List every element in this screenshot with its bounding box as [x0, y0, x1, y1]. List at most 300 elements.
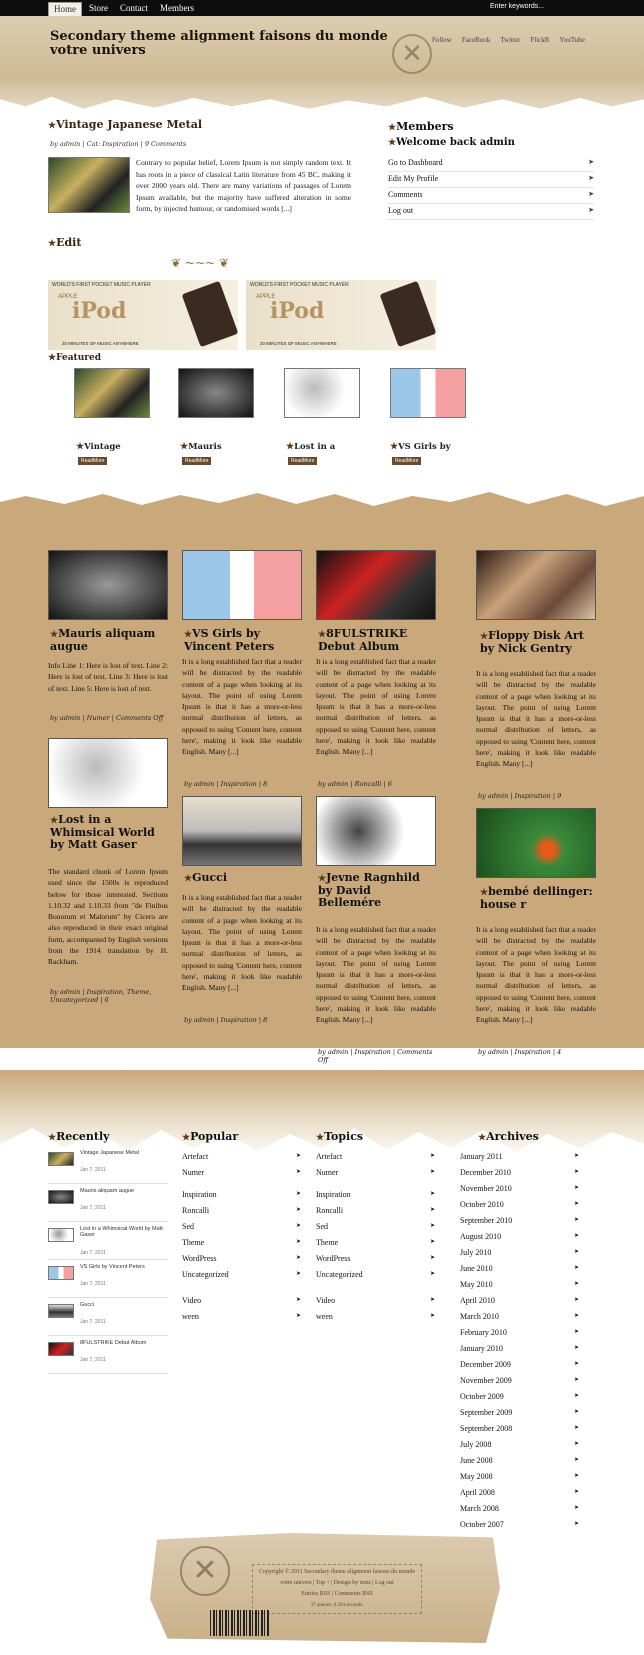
archives-title-text: Archives: [486, 1130, 539, 1143]
recent-title[interactable]: Lost in a Whimsical World by Matt Gaser: [80, 1226, 163, 1238]
ipod-brand: APPLE: [58, 294, 78, 300]
social-links: [432, 36, 585, 44]
social-facebook[interactable]: FaceBook: [461, 36, 491, 44]
arrow-icon: ➤: [296, 1271, 302, 1277]
read-more-button[interactable]: ReadMore: [288, 457, 317, 465]
site-title[interactable]: Secondary theme alignment faisons du monde votre univers: [50, 29, 388, 58]
popular-link[interactable]: [182, 1190, 302, 1199]
topic-label[interactable]: Numer: [316, 1168, 339, 1177]
archive-link[interactable]: [460, 1424, 580, 1433]
recently-title: [48, 1130, 110, 1143]
grid-text-2: It is a long established fact that a reader will be distracted by the readable content of a page when looking at its layout. The point of using Lorem Ipsum is that it has a more-or-less normal distribution of letters, as opposed to using 'Content here, content here', making it look like readable English. Many [...]: [182, 657, 302, 757]
social-follow[interactable]: Follow: [432, 36, 452, 44]
popular-label[interactable]: Sed: [182, 1222, 194, 1231]
stats-text: 37 queries. 0.294 seconds.: [310, 1603, 364, 1608]
archive-link[interactable]: [460, 1376, 580, 1385]
arrow-icon: ➤: [574, 1441, 580, 1447]
recently-title-text: Recently: [56, 1130, 110, 1143]
archive-label[interactable]: December 2010: [460, 1168, 511, 1177]
grid-meta-6: by admin | Inspiration | 8: [184, 1016, 268, 1024]
topic-label[interactable]: ween: [316, 1312, 333, 1321]
archive-label[interactable]: November 2009: [460, 1376, 512, 1385]
welcome-text-value: Welcome back admin: [396, 137, 515, 148]
dashboard-label[interactable]: Go to Dashboard: [388, 158, 443, 167]
arrow-icon: ➤: [574, 1457, 580, 1463]
archive-label[interactable]: September 2010: [460, 1216, 513, 1225]
archive-label[interactable]: September 2009: [460, 1408, 513, 1417]
arrow-icon: ➤: [296, 1297, 302, 1303]
archive-link[interactable]: [460, 1328, 580, 1337]
seal-icon: ✕: [392, 34, 432, 74]
arrow-icon: ➤: [296, 1169, 302, 1175]
arrow-icon: ➤: [296, 1191, 302, 1197]
arrow-icon: ➤: [430, 1223, 436, 1229]
grid-title-text[interactable]: Jevne Ragnhild by David Bellemére: [318, 871, 420, 909]
nav-store[interactable]: Store: [89, 3, 108, 13]
arrow-icon: ➤: [574, 1489, 580, 1495]
ipod-caption: WORLD'S FIRST POCKET MUSIC PLAYER: [52, 282, 151, 288]
grid-title-7[interactable]: [318, 872, 436, 909]
topic-link[interactable]: [316, 1270, 436, 1279]
dashboard-link[interactable]: [388, 158, 594, 172]
popular-title-text: Popular: [190, 1130, 239, 1143]
topic-label[interactable]: Uncategorized: [316, 1270, 363, 1279]
recent-item[interactable]: [48, 1302, 168, 1336]
arrow-icon: ➤: [574, 1281, 580, 1287]
arrow-icon: ➤: [574, 1153, 580, 1159]
post-title-text[interactable]: Vintage Japanese Metal: [56, 118, 203, 131]
archive-link[interactable]: [460, 1264, 580, 1273]
grid-image-1[interactable]: [48, 550, 168, 620]
popular-label[interactable]: ween: [182, 1312, 199, 1321]
star-icon: ★: [318, 874, 327, 884]
grid-meta-8: by admin | Inspiration | 4: [478, 1048, 562, 1056]
topic-link[interactable]: [316, 1254, 436, 1263]
archive-link[interactable]: [460, 1296, 580, 1305]
read-more-button[interactable]: ReadMore: [78, 457, 107, 465]
ipod-logo: iPod: [72, 298, 127, 324]
popular-label[interactable]: WordPress: [182, 1254, 217, 1263]
recent-thumb[interactable]: [48, 1152, 74, 1166]
arrow-icon: ➤: [588, 190, 594, 198]
featured-title-text: Featured: [56, 353, 101, 363]
logout-label[interactable]: Log out: [388, 206, 414, 215]
archive-link[interactable]: [460, 1232, 580, 1241]
featured-label-3[interactable]: [286, 442, 335, 452]
star-icon: ★: [478, 1133, 487, 1143]
recent-date: Jan 7, 2011: [80, 1357, 106, 1363]
star-icon: ★: [48, 121, 57, 131]
star-icon: ★: [50, 630, 59, 640]
topic-label[interactable]: Theme: [316, 1238, 339, 1247]
popular-link[interactable]: [182, 1168, 302, 1177]
ipod-logo: iPod: [270, 298, 325, 324]
archive-link[interactable]: [460, 1488, 580, 1497]
arrow-icon: ➤: [430, 1239, 436, 1245]
arrow-icon: ➤: [574, 1505, 580, 1511]
archive-link[interactable]: [460, 1312, 580, 1321]
recent-title[interactable]: 8FULSTRIKE Debut Album: [80, 1340, 147, 1346]
arrow-icon: ➤: [574, 1393, 580, 1399]
arrow-icon: ➤: [574, 1361, 580, 1367]
recent-date: Jan 7, 2011: [80, 1250, 106, 1256]
grid-text-8: It is a long established fact that a reader will be distracted by the readable content of a page when looking at its layout. The point of using Lorem Ipsum is that it has a more-or-less normal distribution of letters, as opposed to using 'Content here, content here', making it look like readable English. Many [...]: [476, 925, 596, 1025]
footer-text: [252, 1564, 422, 1614]
archive-link[interactable]: [460, 1504, 580, 1513]
topic-link[interactable]: [316, 1222, 436, 1231]
arrow-icon: ➤: [574, 1249, 580, 1255]
arrow-icon: ➤: [574, 1185, 580, 1191]
recent-item[interactable]: [48, 1188, 168, 1222]
topic-link[interactable]: [316, 1296, 436, 1305]
grid-meta-1: by admin | Numer | Comments Off: [50, 714, 164, 722]
grid-text-3: It is a long established fact that a reader will be distracted by the readable content of a page when looking at its layout. The point of using Lorem Ipsum is that it has a more-or-less normal distribution of letters, as opposed to using 'Content here, content here', making it look like readable English. Many [...]: [316, 657, 436, 757]
popular-link[interactable]: [182, 1296, 302, 1305]
arrow-icon: ➤: [296, 1255, 302, 1261]
torn-edge: [0, 92, 644, 116]
popular-label[interactable]: Inspiration: [182, 1190, 217, 1199]
nav-contact[interactable]: Contact: [120, 3, 148, 13]
grid-image-5[interactable]: [48, 738, 168, 808]
recent-item[interactable]: [48, 1340, 168, 1374]
recent-title[interactable]: VS Girls by Vincent Peters: [80, 1264, 145, 1270]
ipod-banner-1[interactable]: [48, 280, 238, 350]
topic-label[interactable]: Roncalli: [316, 1206, 344, 1215]
welcome-text: [388, 137, 515, 148]
recent-thumb[interactable]: [48, 1266, 74, 1280]
archive-label[interactable]: May 2008: [460, 1472, 493, 1481]
star-icon: ★: [480, 632, 489, 642]
arrow-icon: ➤: [430, 1169, 436, 1175]
recent-title[interactable]: Mauris aliquam augue: [80, 1188, 135, 1194]
recent-item[interactable]: [48, 1226, 168, 1260]
edit-text[interactable]: Edit: [56, 236, 82, 249]
grid-title-2[interactable]: [184, 628, 302, 653]
star-icon: ★: [388, 123, 397, 133]
archive-label[interactable]: January 2011: [460, 1152, 503, 1161]
post-thumbnail[interactable]: [48, 157, 130, 213]
topic-link[interactable]: [316, 1152, 436, 1161]
popular-link[interactable]: [182, 1270, 302, 1279]
archive-label[interactable]: November 2010: [460, 1184, 512, 1193]
star-icon: ★: [286, 442, 295, 452]
grid-image-2[interactable]: [182, 550, 302, 620]
footer-seal-icon: ✕: [180, 1546, 230, 1596]
star-icon: ★: [184, 630, 193, 640]
arrow-icon: ➤: [430, 1297, 436, 1303]
archive-link[interactable]: [460, 1472, 580, 1481]
recent-item[interactable]: [48, 1150, 168, 1184]
star-icon: ★: [318, 630, 327, 640]
topics-title: [316, 1130, 363, 1143]
arrow-icon: ➤: [574, 1377, 580, 1383]
arrow-icon: ➤: [574, 1425, 580, 1431]
popular-link[interactable]: [182, 1238, 302, 1247]
star-icon: ★: [316, 1133, 325, 1143]
grid-title-text[interactable]: bembé dellinger: house r: [480, 885, 593, 911]
grid-title-text[interactable]: Mauris aliquam augue: [50, 627, 156, 653]
archive-link[interactable]: [460, 1440, 580, 1449]
popular-label[interactable]: Artefact: [182, 1152, 209, 1161]
grid-meta-2: by admin | Inspiration | 8: [184, 780, 268, 788]
arrow-icon: ➤: [588, 174, 594, 182]
featured-label-1[interactable]: [76, 442, 121, 452]
archive-link[interactable]: [460, 1152, 580, 1161]
archive-link[interactable]: [460, 1360, 580, 1369]
popular-link[interactable]: [182, 1254, 302, 1263]
footer-strip: [0, 1070, 644, 1160]
recent-date: Jan 7, 2011: [80, 1319, 106, 1325]
archive-link[interactable]: [460, 1520, 580, 1529]
archive-link[interactable]: [460, 1280, 580, 1289]
arrow-icon: ➤: [588, 206, 594, 214]
star-icon: ★: [76, 442, 85, 452]
torn-edge-top: [0, 488, 644, 508]
topic-label[interactable]: Artefact: [316, 1152, 343, 1161]
social-flickr[interactable]: FlickR: [530, 36, 550, 44]
featured-thumb-3[interactable]: [284, 368, 360, 418]
topic-label[interactable]: Video: [316, 1296, 336, 1305]
grid-title-8[interactable]: [480, 886, 596, 911]
archive-label[interactable]: July 2010: [460, 1248, 492, 1257]
arrow-icon: ➤: [430, 1191, 436, 1197]
popular-label[interactable]: Theme: [182, 1238, 205, 1247]
featured-label-text[interactable]: VS Girls by: [398, 442, 451, 452]
star-icon: ★: [182, 1133, 191, 1143]
grid-title-5[interactable]: [50, 814, 168, 851]
grid-title-text[interactable]: Floppy Disk Art by Nick Gentry: [480, 629, 584, 655]
popular-link[interactable]: [182, 1312, 302, 1321]
star-icon: ★: [48, 353, 57, 363]
grid-meta-4: by admin | Inspiration | 9: [478, 792, 562, 800]
grid-text-1: Info Line 1: Here is lost of text. Line 2: Here is lost of text. Line 3: Here is lost of text. Line 5: Here is lost of text.: [48, 661, 168, 693]
grid-title-4[interactable]: [480, 630, 596, 655]
popular-title: [182, 1130, 238, 1143]
arrow-icon: ➤: [574, 1521, 580, 1527]
arrow-icon: ➤: [574, 1473, 580, 1479]
grid-image-8[interactable]: [476, 808, 596, 878]
arrow-icon: ➤: [574, 1313, 580, 1319]
recent-thumb[interactable]: [48, 1304, 74, 1318]
topic-link[interactable]: [316, 1190, 436, 1199]
archive-link[interactable]: [460, 1456, 580, 1465]
popular-label[interactable]: Video: [182, 1296, 202, 1305]
edit-profile-link[interactable]: [388, 174, 594, 188]
arrow-icon: ➤: [296, 1239, 302, 1245]
grid-image-4[interactable]: [476, 550, 596, 620]
popular-label[interactable]: Numer: [182, 1168, 205, 1177]
archive-label[interactable]: June 2008: [460, 1456, 493, 1465]
recent-date: Jan 7, 2011: [80, 1167, 106, 1173]
arrow-icon: ➤: [574, 1409, 580, 1415]
ornament-icon: ❦ ~~~ ❦: [171, 256, 229, 270]
archive-label[interactable]: October 2009: [460, 1392, 504, 1401]
arrow-icon: ➤: [574, 1233, 580, 1239]
archive-label[interactable]: January 2010: [460, 1344, 503, 1353]
arrow-icon: ➤: [574, 1345, 580, 1351]
archive-link[interactable]: [460, 1392, 580, 1401]
post-title[interactable]: [48, 118, 202, 131]
grid-text-5: The standard chunk of Lorem Ipsum used since the 1500s is reproduced below for those interested. Sections 1.10.32 and 1.10.33 from "de Finibus Bonorum et Malorum" by Cicero are also reproduced in their exact original form, accompanied by English versions from the 1914 translation by H. Rackham.: [48, 867, 168, 967]
arrow-icon: ➤: [430, 1271, 436, 1277]
arrow-icon: ➤: [574, 1217, 580, 1223]
arrow-icon: ➤: [574, 1329, 580, 1335]
edit-link[interactable]: [48, 236, 81, 249]
featured-title: [48, 353, 101, 363]
social-youtube[interactable]: YouTube: [559, 36, 585, 44]
grid-title-text[interactable]: Lost in a Whimsical World by Matt Gaser: [50, 813, 155, 851]
search-input[interactable]: Enter keywords...: [490, 3, 545, 10]
topic-label[interactable]: Inspiration: [316, 1190, 351, 1199]
star-icon: ★: [48, 1133, 57, 1143]
featured-label-text[interactable]: Lost in a: [294, 442, 336, 452]
ipod-brand: APPLE: [256, 294, 276, 300]
archive-label[interactable]: August 2010: [460, 1232, 502, 1241]
arrow-icon: ➤: [574, 1265, 580, 1271]
archive-link[interactable]: [460, 1168, 580, 1177]
arrow-icon: ➤: [574, 1201, 580, 1207]
feeds-text[interactable]: Entries RSS | Comments RSS: [301, 1591, 373, 1597]
arrow-icon: ➤: [588, 158, 594, 166]
recent-title[interactable]: Vintage Japanese Metal: [80, 1150, 139, 1156]
main-nav: [48, 2, 199, 17]
archives-title: [478, 1130, 539, 1143]
arrow-icon: ➤: [574, 1169, 580, 1175]
archive-label[interactable]: July 2008: [460, 1440, 492, 1449]
archive-label[interactable]: October 2007: [460, 1520, 504, 1529]
grid-title-6[interactable]: [184, 872, 302, 885]
star-icon: ★: [390, 442, 399, 452]
site-header: [0, 16, 644, 116]
archive-label[interactable]: April 2008: [460, 1488, 495, 1497]
topic-link[interactable]: [316, 1206, 436, 1215]
archive-label[interactable]: February 2010: [460, 1328, 507, 1337]
recent-thumb[interactable]: [48, 1228, 74, 1242]
popular-label[interactable]: Roncalli: [182, 1206, 210, 1215]
popular-link[interactable]: [182, 1206, 302, 1215]
grid-title-3[interactable]: [318, 628, 436, 653]
archive-label[interactable]: October 2010: [460, 1200, 504, 1209]
grid-text-4: It is a long established fact that a reader will be distracted by the readable content of a page when looking at its layout. The point of using Lorem Ipsum is that it has a more-or-less normal distribution of letters, as opposed to using 'Content here, content here', making it look like readable English. Many [...]: [476, 669, 596, 769]
popular-label[interactable]: Uncategorized: [182, 1270, 229, 1279]
topic-label[interactable]: Sed: [316, 1222, 328, 1231]
archive-link[interactable]: [460, 1184, 580, 1193]
arrow-icon: ➤: [430, 1313, 436, 1319]
star-icon: ★: [184, 874, 193, 884]
ipod-sub: 20 MINUTES OF MUSIC ANYWHERE: [260, 341, 337, 346]
nav-home[interactable]: Home: [48, 2, 82, 17]
star-icon: ★: [180, 442, 189, 452]
arrow-icon: ➤: [430, 1153, 436, 1159]
arrow-icon: ➤: [430, 1255, 436, 1261]
archive-label[interactable]: September 2008: [460, 1424, 513, 1433]
archive-label[interactable]: May 2010: [460, 1280, 493, 1289]
archive-link[interactable]: [460, 1248, 580, 1257]
nav-members[interactable]: Members: [160, 3, 194, 13]
top-bar: [0, 0, 644, 16]
star-icon: ★: [388, 138, 397, 148]
archive-label[interactable]: December 2009: [460, 1360, 511, 1369]
read-more-button[interactable]: ReadMore: [392, 457, 421, 465]
recent-thumb[interactable]: [48, 1342, 74, 1356]
ipod-device-icon: [182, 281, 239, 347]
topic-label[interactable]: WordPress: [316, 1254, 351, 1263]
grid-meta-3: by admin | Roncalli | 6: [318, 780, 392, 788]
archive-link[interactable]: [460, 1216, 580, 1225]
members-title: [388, 120, 454, 133]
topic-link[interactable]: [316, 1312, 436, 1321]
topic-link[interactable]: [316, 1168, 436, 1177]
copyright-text: Copyright © 2011 Secondary theme alignment faisons du monde votre univers | Top ↑ | Design by miss | Log out: [259, 1569, 415, 1586]
recent-thumb[interactable]: [48, 1190, 74, 1204]
grid-title-text[interactable]: VS Girls by Vincent Peters: [184, 627, 275, 653]
featured-label-text[interactable]: Mauris: [188, 442, 222, 452]
topic-link[interactable]: [316, 1238, 436, 1247]
comments-link[interactable]: [388, 190, 594, 204]
arrow-icon: ➤: [430, 1207, 436, 1213]
comments-label[interactable]: Comments: [388, 190, 423, 199]
featured-thumb-2[interactable]: [178, 368, 254, 418]
featured-thumb-1[interactable]: [74, 368, 150, 418]
grid-title-text[interactable]: 8FULSTRIKE Debut Album: [318, 627, 408, 653]
post-meta: by admin | Cat: Inspiration | 9 Comments: [50, 140, 187, 148]
logout-link[interactable]: [388, 206, 594, 220]
ipod-caption: WORLD'S FIRST POCKET MUSIC PLAYER: [250, 282, 349, 288]
featured-thumb-4[interactable]: [390, 368, 466, 418]
star-icon: ★: [48, 239, 57, 249]
read-more-button[interactable]: ReadMore: [182, 457, 211, 465]
archive-link[interactable]: [460, 1200, 580, 1209]
recent-title[interactable]: Gucci: [80, 1302, 95, 1308]
post-excerpt: Contrary to popular belief, Lorem Ipsum is not simply random text. It has roots in a piece of classical Latin literature from 45 BC, making it over 2000 years old. There are many variations of passages of Lorem Ipsum available, but the majority have suffered alteration in some form, by injected humour, or randomised words [...]: [136, 158, 351, 213]
barcode-icon: [210, 1610, 270, 1636]
grid-text-7: It is a long established fact that a reader will be distracted by the readable content of a page when looking at its layout. The point of using Lorem Ipsum is that it has a more-or-less normal distribution of letters, as opposed to using 'Content here, content here', making it look like readable English. Many [...]: [316, 925, 436, 1025]
grid-title-text[interactable]: Gucci: [192, 871, 228, 884]
archive-label[interactable]: April 2010: [460, 1296, 495, 1305]
grid-image-3[interactable]: [316, 550, 436, 620]
arrow-icon: ➤: [574, 1297, 580, 1303]
ipod-banner-2[interactable]: [246, 280, 436, 350]
popular-link[interactable]: [182, 1222, 302, 1231]
grid-meta-7: by admin | Inspiration | Comments Off: [318, 1048, 433, 1064]
social-twitter[interactable]: Twitter: [500, 36, 521, 44]
archive-label[interactable]: March 2010: [460, 1312, 499, 1321]
archive-label[interactable]: June 2010: [460, 1264, 493, 1273]
featured-label-2[interactable]: [180, 442, 222, 452]
grid-image-7[interactable]: [316, 796, 436, 866]
ipod-sub: 20 MINUTES OF MUSIC ANYWHERE: [62, 341, 139, 346]
arrow-icon: ➤: [296, 1207, 302, 1213]
recent-item[interactable]: [48, 1264, 168, 1298]
grid-image-6[interactable]: [182, 796, 302, 866]
arrow-icon: ➤: [296, 1223, 302, 1229]
star-icon: ★: [50, 816, 59, 826]
members-title-text: Members: [396, 120, 454, 133]
arrow-icon: ➤: [296, 1153, 302, 1159]
featured-label-4[interactable]: [390, 442, 451, 452]
archive-link[interactable]: [460, 1408, 580, 1417]
featured-label-text[interactable]: Vintage: [84, 442, 121, 452]
grid-title-1[interactable]: [50, 628, 168, 653]
archive-link[interactable]: [460, 1344, 580, 1353]
edit-profile-label[interactable]: Edit My Profile: [388, 174, 439, 183]
popular-link[interactable]: [182, 1152, 302, 1161]
grid-meta-5: by admin | Inspiration, Theme, Uncategorized | 6: [50, 988, 152, 1004]
arrow-icon: ➤: [296, 1313, 302, 1319]
recent-date: Jan 7, 2011: [80, 1281, 106, 1287]
star-icon: ★: [480, 888, 489, 898]
archive-label[interactable]: March 2008: [460, 1504, 499, 1513]
